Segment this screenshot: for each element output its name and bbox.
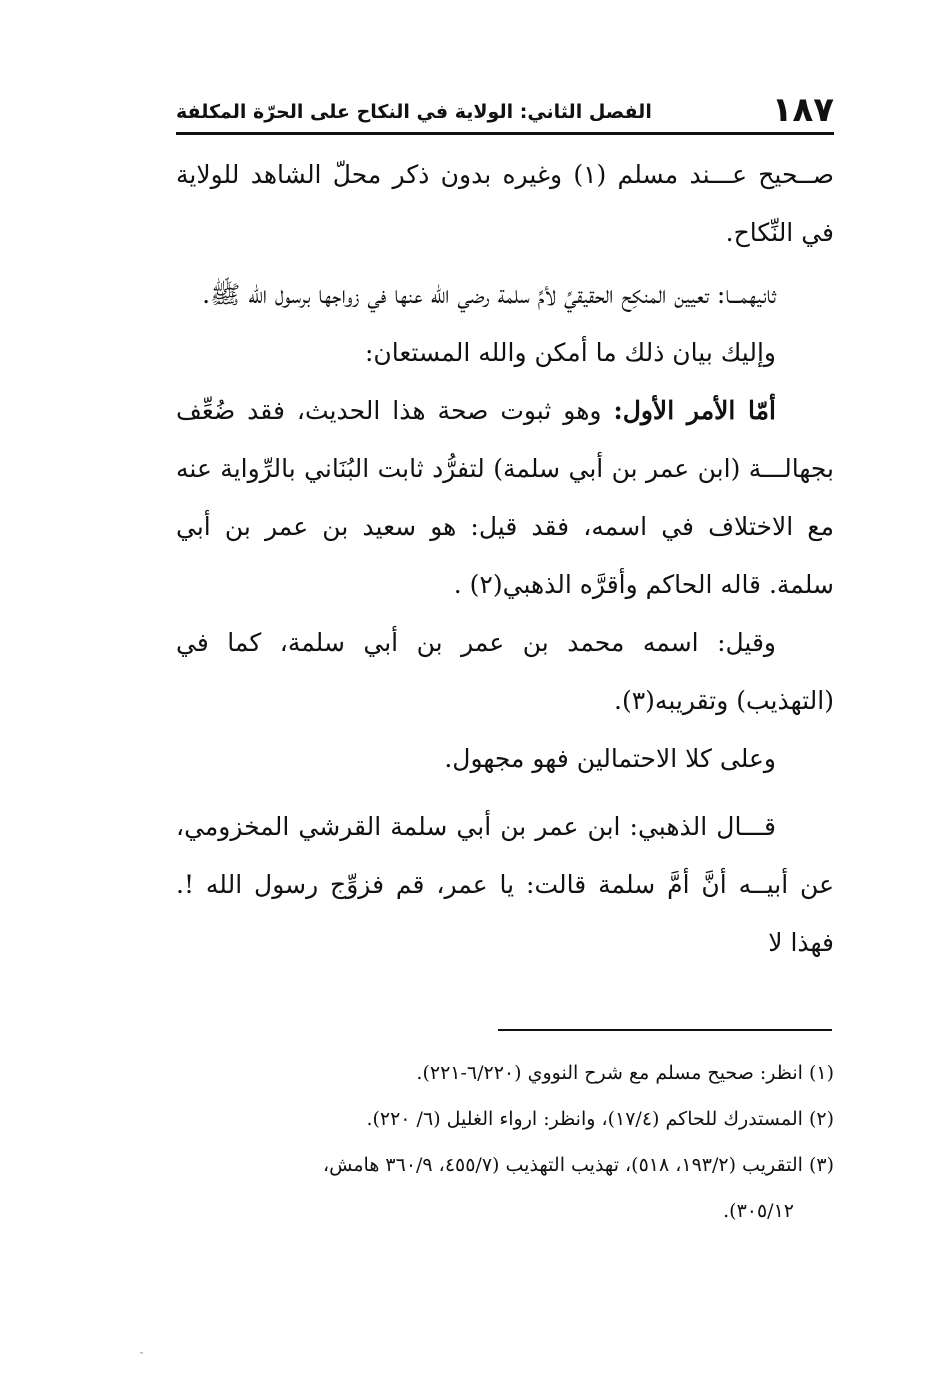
running-title: الفصل الثاني: الولاية في النكاح على الحرّة المكلفة — [176, 101, 652, 123]
paragraph-1: صــحيح عـــند مسلم (١) وغيره بدون ذكر محلّ الشاهد للولاية في النِّكاح. — [176, 160, 834, 247]
paragraph-6: وعلى كلا الاحتمالين فهو مجهول. — [444, 744, 776, 773]
paragraph-4-lead: أمّا الأمر الأول: — [613, 396, 777, 425]
page-number: ١٨٧ — [771, 90, 834, 130]
paragraph-5: وقيل: اسمه محمد بن عمر بن أبي سلمة، كما في (التهذيب) وتقريبه(٣). — [176, 628, 834, 715]
footnote-3-continued: ٣٠٥/١٢). — [723, 1200, 794, 1222]
paragraph-4-rest: وهو ثبوت صحة هذا الحديث، فقد ضُعِّف بجهالـــة (ابن عمر بن أبي سلمة) لتفرُّد ثابت البُنَاني بالرِّواية عنه مع الاختلاف في اسمه، فقد قيل: هو سعيد بن عمر بن أبي سلمة. قاله الحاكم وأقرَّه الذهبي(٢) . — [176, 396, 834, 599]
paragraph-4 — [176, 382, 834, 614]
footnotes — [176, 1050, 834, 1234]
page-header — [176, 86, 834, 135]
footnote-separator — [498, 1029, 832, 1031]
scan-speck: ˜ — [139, 1352, 144, 1363]
main-text — [176, 146, 834, 972]
footnote-3: (٣) التقريب (١٩٣/٢، ٥١٨)، تهذيب التهذيب (٤٥٥/٧، ٣٦٠/٩ هامش، — [323, 1154, 834, 1176]
paragraph-3: وإليك بيان ذلك ما أمكن والله المستعان: — [364, 338, 776, 367]
paragraph-2: ثانيهمـــا: تعيين المنكِح الحقيقيِّ لأمِّ سلمة رضي الله عنها في زواجها برسول الله ﷺ. — [202, 280, 776, 309]
footnote-2: (٢) المستدرك للحاكم (١٧/٤)، وانظر: ارواء الغليل (٦/ ٢٢٠). — [366, 1108, 834, 1130]
footnote-1: (١) انظر: صحيح مسلم مع شرح النووي (٦/٢٢٠-٢٢١). — [416, 1062, 834, 1084]
paragraph-7: قـــال الذهبي: ابن عمر بن أبي سلمة القرشي المخزومي، عن أبيــه أنَّ أمَّ سلمة قالت: يا عمر، قم فزوِّج رسول الله !. فهذا لا — [176, 812, 834, 957]
